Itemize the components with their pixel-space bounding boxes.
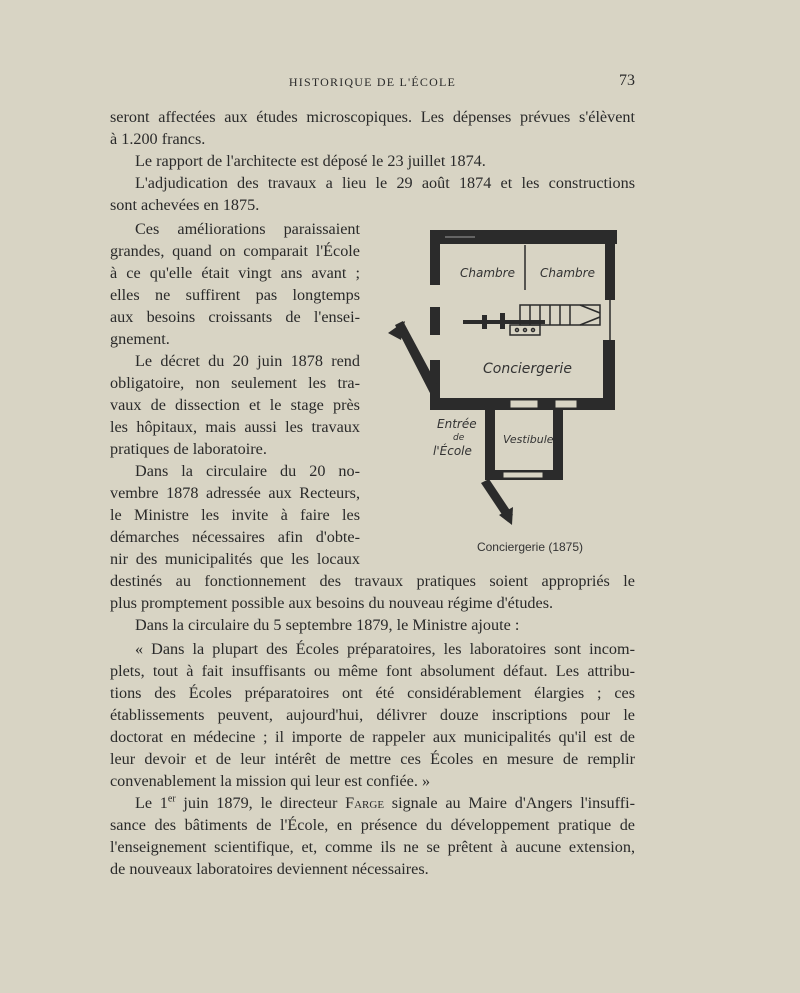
plan-partition (482, 315, 487, 329)
text-line: aux besoins croissants de l'ensei- (110, 308, 360, 326)
text-line: l'enseignement scientifique, et, comme ils ne se prêtent à aucune extension, (110, 838, 635, 856)
text-line: à 1.200 francs. (110, 130, 206, 148)
quote-line: tions des Écoles préparatoires ont été considérablement élargies ; ces (110, 684, 635, 702)
text-line: destinés au fonctionnement des travaux pratiques soient appropriés le (110, 572, 635, 590)
text-line: seront affectées aux études microscopiques. Les dépenses prévues s'élèvent (110, 108, 635, 126)
text-line: Dans la circulaire du 5 septembre 1879, le Ministre ajoute : (135, 616, 520, 634)
text-fragment: juin 1879, le directeur (175, 794, 346, 812)
plan-wall (430, 230, 440, 285)
running-title: HISTORIQUE DE L'ÉCOLE (288, 75, 457, 89)
quote-line: doctorat en médecine ; il importe de rappeler aux municipalités qu'il est de (110, 728, 635, 746)
plan-wall (485, 410, 495, 480)
label-conciergerie: Conciergerie (483, 361, 572, 377)
quote-line: « Dans la plupart des Écoles préparatoires, les laboratoires sont incom- (135, 640, 635, 658)
quote-line: convenablement la mission qui leur est confiée. » (110, 772, 431, 790)
text-line: grandes, quand on comparait l'École (110, 242, 360, 260)
label-chambre-right: Chambre (540, 266, 595, 280)
page-header (110, 72, 635, 95)
text-line: sont achevées en 1875. (110, 196, 260, 214)
text-fragment: Le 1 (135, 794, 168, 812)
text-line (135, 792, 635, 814)
text-fragment: signale au Maire d'Angers l'insuffi- (384, 794, 635, 812)
label-entree-de: de (453, 433, 465, 443)
label-vestibule: Vestibule (503, 433, 554, 446)
text-line: plus promptement possible aux besoins du nouveau régime d'études. (110, 594, 554, 612)
label-entree-ecole: l'École (433, 444, 472, 458)
text-line: obligatoire, non seulement les tra- (110, 374, 360, 392)
floor-plan-figure (385, 225, 625, 530)
label-chambre-left: Chambre (460, 266, 515, 280)
text-line: Le décret du 20 juin 1878 rend (135, 352, 360, 370)
text-line: vembre 1878 adressée aux Recteurs, (110, 484, 360, 502)
quote-line: leur devoir et de leur intérêt de mettre ces Écoles en mesure de remplir (110, 750, 635, 768)
text-line: de nouveaux laboratoires deviennent nécessaires. (110, 860, 429, 878)
person-name: Farge (345, 794, 385, 812)
plan-stove (510, 325, 540, 335)
text-line: gnement. (110, 330, 170, 348)
text-line: elles ne suffirent pas longtemps (110, 286, 360, 304)
page-number: 73 (619, 72, 635, 89)
plan-wall (430, 307, 440, 335)
text-line: sance des bâtiments de l'École, en présence du développement pratique de (110, 816, 635, 834)
text-line: démarches nécessaires afin d'obte- (110, 528, 360, 546)
plan-door (555, 400, 577, 408)
figure-caption: Conciergerie (1875) (476, 540, 584, 554)
superscript: er (167, 793, 176, 805)
text-line: à ce qu'elle était vingt ans avant ; (110, 264, 360, 282)
text-line: Le rapport de l'architecte est déposé le 23 juillet 1874. (135, 152, 486, 170)
quote-line: établissements peuvent, aujourd'hui, délivrer douze inscriptions pour le (110, 706, 635, 724)
text-line: le Ministre les invite à faire les (110, 506, 360, 524)
plan-wall (605, 230, 615, 300)
text-line: nir des municipalités que les locaux (110, 550, 360, 568)
text-line: Ces améliorations paraissaient (135, 220, 360, 238)
plan-door (510, 400, 538, 408)
plan-wall (553, 410, 563, 480)
quote-line: plets, tout à fait insuffisants ou même font absolument défaut. Les attribu- (110, 662, 635, 680)
text-line: Dans la circulaire du 20 no- (135, 462, 360, 480)
text-line: pratiques de laboratoire. (110, 440, 267, 458)
text-line: L'adjudication des travaux a lieu le 29 août 1874 et les constructions (135, 174, 635, 192)
plan-partition (500, 313, 505, 329)
text-line: les hôpitaux, mais aussi les travaux (110, 418, 360, 436)
label-entree: Entrée (437, 417, 477, 431)
plan-door (503, 472, 543, 478)
text-line: vaux de dissection et le stage près (110, 396, 360, 414)
